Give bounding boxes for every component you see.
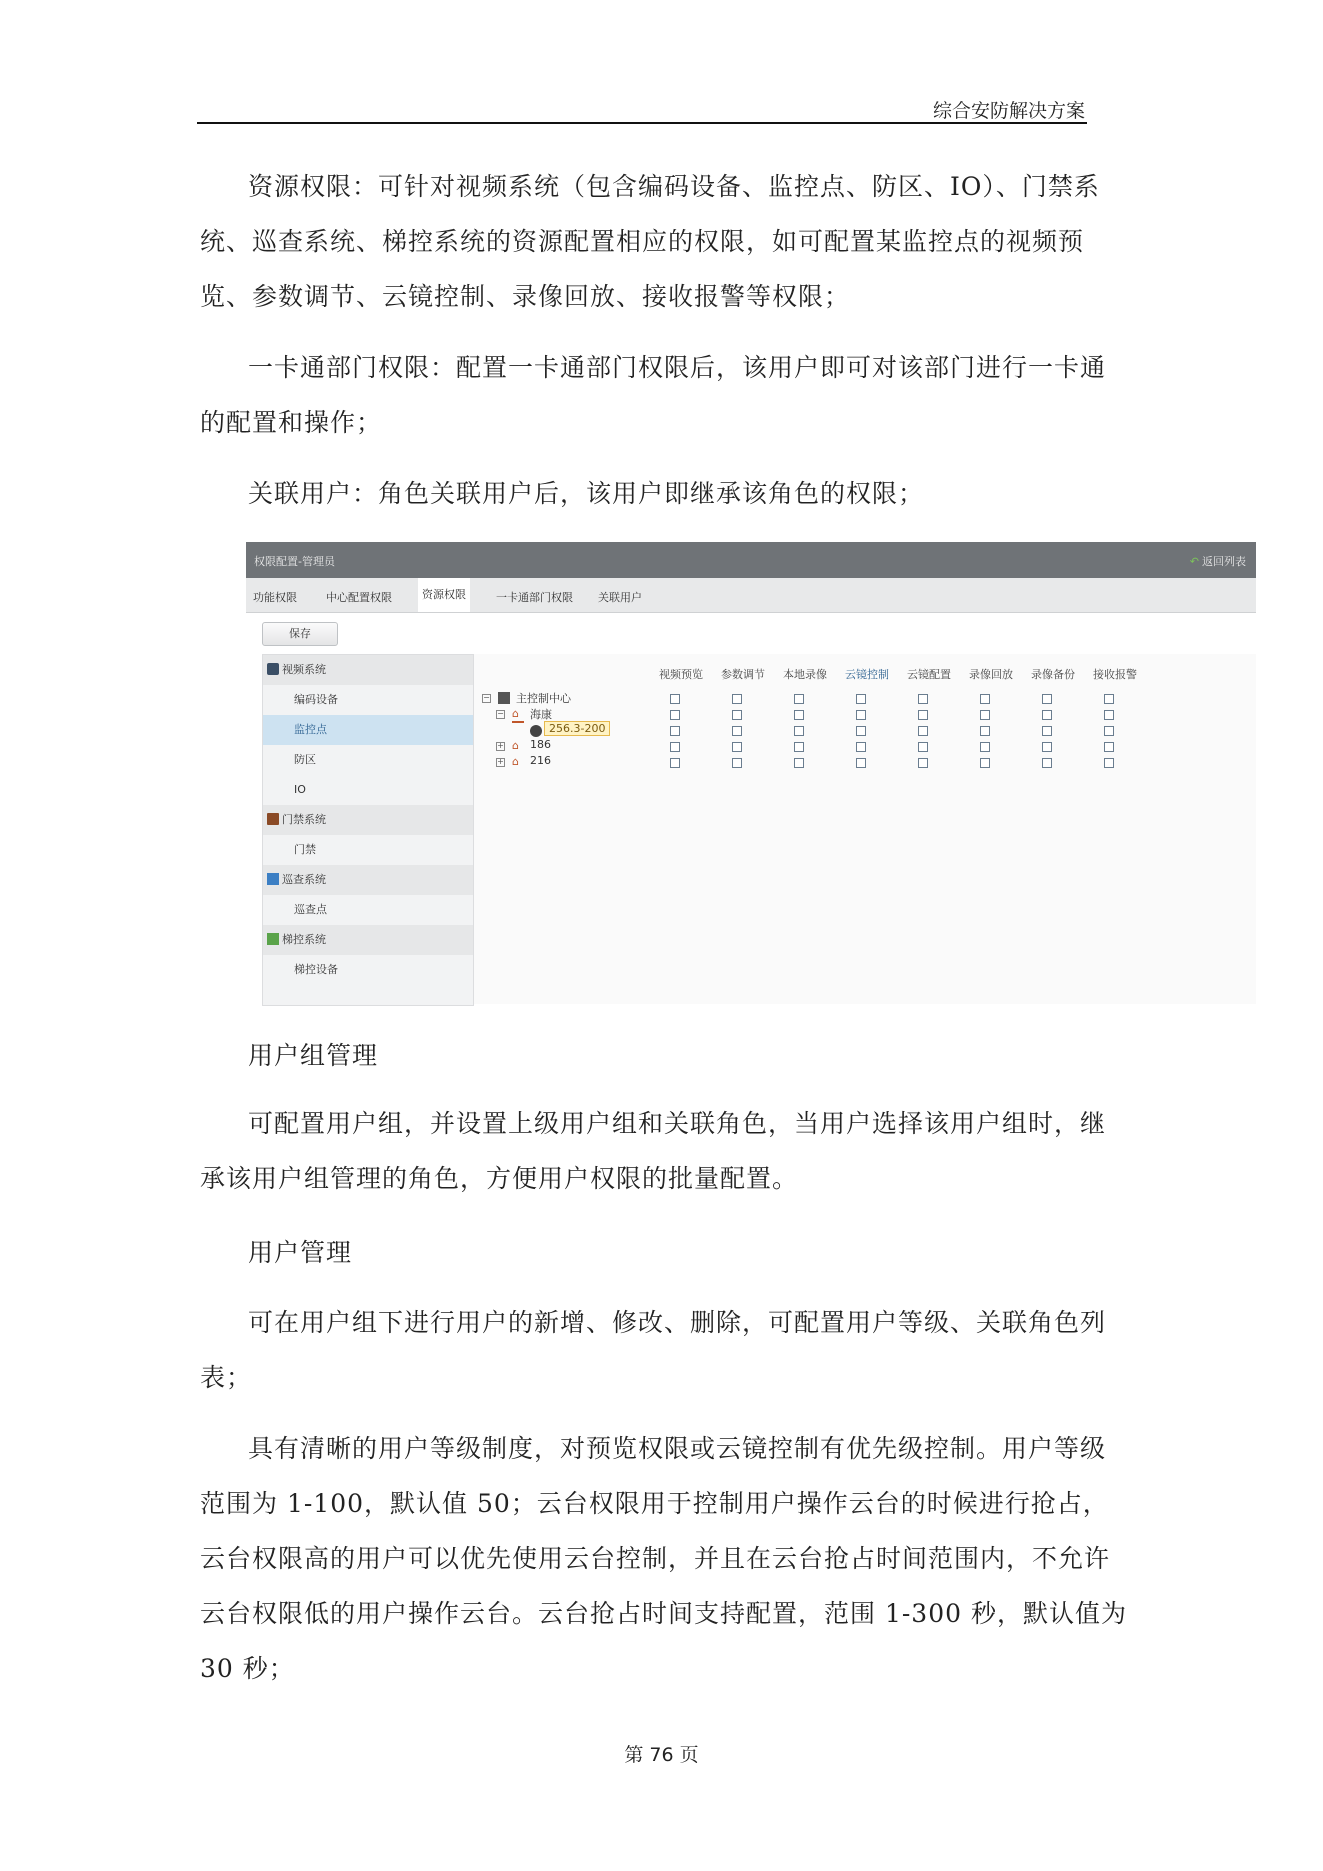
expand-icon[interactable]: + [497,741,504,750]
permission-grid [474,654,1256,1004]
permission-checkbox[interactable] [670,726,680,736]
paragraph-user-mgmt: 可在用户组下进行用户的新增、修改、删除，可配置用户等级、关联角色列表； [200,1308,1107,1392]
tree-node-hikvision[interactable]: 海康 [530,708,552,721]
permission-checkbox[interactable] [670,758,680,768]
permission-checkbox[interactable] [670,742,680,752]
permission-checkbox[interactable] [670,694,680,704]
expand-icon[interactable]: + [497,757,504,766]
permission-checkbox[interactable] [1042,758,1052,768]
paragraph-linked-user: 关联用户：角色关联用户后，该用户即继承该角色的权限； [248,479,925,508]
tab-function-permission[interactable]: 功能权限 [253,591,297,604]
permission-checkbox[interactable] [1042,742,1052,752]
permission-checkbox[interactable] [980,710,990,720]
home-icon: ⌂ [512,739,519,752]
permission-checkbox[interactable] [1104,758,1114,768]
header-rule [197,122,1087,124]
permission-checkbox[interactable] [794,710,804,720]
permission-checkbox[interactable] [918,758,928,768]
permission-checkbox[interactable] [732,758,742,768]
patrol-system-label: 巡查系统 [282,873,326,886]
elevator-system-icon [267,933,279,945]
permission-checkbox[interactable] [1104,694,1114,704]
col-ptz-control: 云镜控制 [845,668,889,681]
heading-user-mgmt: 用户管理 [248,1238,353,1267]
sidebar-group-patrol[interactable] [263,865,473,895]
page-number: 第 76 页 [624,1744,699,1766]
paragraph-user-group: 可配置用户组，并设置上级用户组和关联角色，当用户选择该用户组时，继承该用户组管理的角色，方便用户权限的批量配置。 [200,1109,1107,1193]
sidebar-group-video[interactable] [263,655,473,685]
permission-checkbox[interactable] [918,710,928,720]
sidebar-item-zone[interactable]: 防区 [294,753,316,766]
access-system-label: 门禁系统 [282,813,326,826]
page-header-title: 综合安防解决方案 [932,100,1085,122]
screenshot-titlebar [246,542,1256,578]
permission-checkbox[interactable] [980,694,990,704]
tree-node-186[interactable]: 186 [530,738,551,751]
sidebar-item-patrol-point[interactable]: 巡查点 [294,903,327,916]
back-label: 返回列表 [1202,555,1246,568]
permission-checkbox[interactable] [1104,742,1114,752]
permission-checkbox[interactable] [856,726,866,736]
permission-checkbox[interactable] [918,742,928,752]
permission-checkbox[interactable] [856,758,866,768]
home-icon: ⌂ [512,709,524,723]
permission-checkbox[interactable] [732,726,742,736]
permission-checkbox[interactable] [1042,726,1052,736]
collapse-icon[interactable]: − [483,693,490,702]
sidebar-item-encoder[interactable]: 编码设备 [294,693,338,706]
sidebar-group-access[interactable] [263,805,473,835]
permission-config-screenshot [246,542,1256,1004]
col-receive-alarm: 接收报警 [1093,668,1137,681]
col-playback: 录像回放 [969,668,1013,681]
tab-resource-permission[interactable]: 资源权限 [418,578,470,612]
col-ptz-config: 云镜配置 [907,668,951,681]
screenshot-title: 权限配置-管理员 [254,555,335,568]
col-video-preview: 视频预览 [659,668,703,681]
tree-root[interactable]: 主控制中心 [516,692,571,705]
sidebar-item-io[interactable]: IO [294,783,306,796]
permission-checkbox[interactable] [1104,710,1114,720]
collapse-icon[interactable]: − [497,709,504,718]
camera-icon [530,725,542,737]
permission-checkbox[interactable] [980,758,990,768]
permission-checkbox[interactable] [856,710,866,720]
tree-node-216[interactable]: 216 [530,754,551,767]
paragraph-card-dept-permission: 一卡通部门权限：配置一卡通部门权限后，该用户即可对该部门进行一卡通的配置和操作； [200,353,1107,437]
permission-checkbox[interactable] [980,742,990,752]
tab-card-dept-permission[interactable]: 一卡通部门权限 [496,591,573,604]
heading-user-group: 用户组管理 [248,1041,379,1070]
permission-checkbox[interactable] [918,694,928,704]
permission-checkbox[interactable] [856,742,866,752]
permission-checkbox[interactable] [732,710,742,720]
video-system-label: 视频系统 [282,663,326,676]
col-local-record: 本地录像 [783,668,827,681]
sidebar-item-access[interactable]: 门禁 [294,843,316,856]
col-record-backup: 录像备份 [1031,668,1075,681]
resource-tree-sidebar [262,654,474,1006]
access-system-icon [267,813,279,825]
save-button[interactable]: 保存 [262,622,338,646]
paragraph-resource-permission: 资源权限：可针对视频系统（包含编码设备、监控点、防区、IO）、门禁系统、巡查系统、梯控系统的资源配置相应的权限，如可配置某监控点的视频预览、参数调节、云镜控制、录像回放、接收报警等权限； [200,172,1100,311]
permission-checkbox[interactable] [670,710,680,720]
screenshot-tabs [246,578,1256,613]
permission-checkbox[interactable] [1042,694,1052,704]
patrol-system-icon [267,873,279,885]
back-to-list-link[interactable] [1190,553,1246,569]
permission-checkbox[interactable] [980,726,990,736]
sidebar-group-elevator[interactable] [263,925,473,955]
permission-checkbox[interactable] [732,694,742,704]
permission-checkbox[interactable] [1104,726,1114,736]
home-icon: ⌂ [512,755,519,768]
video-system-icon [267,663,279,675]
sidebar-item-elevator-device[interactable]: 梯控设备 [294,963,338,976]
back-arrow-icon: ↶ [1189,555,1199,568]
tab-linked-user[interactable]: 关联用户 [598,591,642,604]
permission-checkbox[interactable] [918,726,928,736]
elevator-system-label: 梯控系统 [282,933,326,946]
permission-checkbox[interactable] [856,694,866,704]
sidebar-item-monitor-point[interactable]: 监控点 [263,715,473,745]
tab-center-config-permission[interactable]: 中心配置权限 [326,591,392,604]
monitor-icon [498,692,510,704]
permission-checkbox[interactable] [794,726,804,736]
col-param-adjust: 参数调节 [721,668,765,681]
paragraph-user-level: 具有清晰的用户等级制度，对预览权限或云镜控制有优先级控制。用户等级范围为 1-100，默认值 50；云台权限用于控制用户操作云台的时候进行抢占，云台权限高的用户可以优先使用云台控制，并且在云台抢占时间范围内，不允许云台权限低的用户操作云台。云台抢占时间支持配置，范围 1-300 秒，默认值为 30 秒； [200,1434,1127,1683]
tree-node-camera[interactable]: 256.3-200 [544,721,610,736]
permission-checkbox[interactable] [794,694,804,704]
permission-checkbox[interactable] [732,742,742,752]
permission-checkbox[interactable] [794,742,804,752]
permission-checkbox[interactable] [1042,710,1052,720]
permission-checkbox[interactable] [794,758,804,768]
